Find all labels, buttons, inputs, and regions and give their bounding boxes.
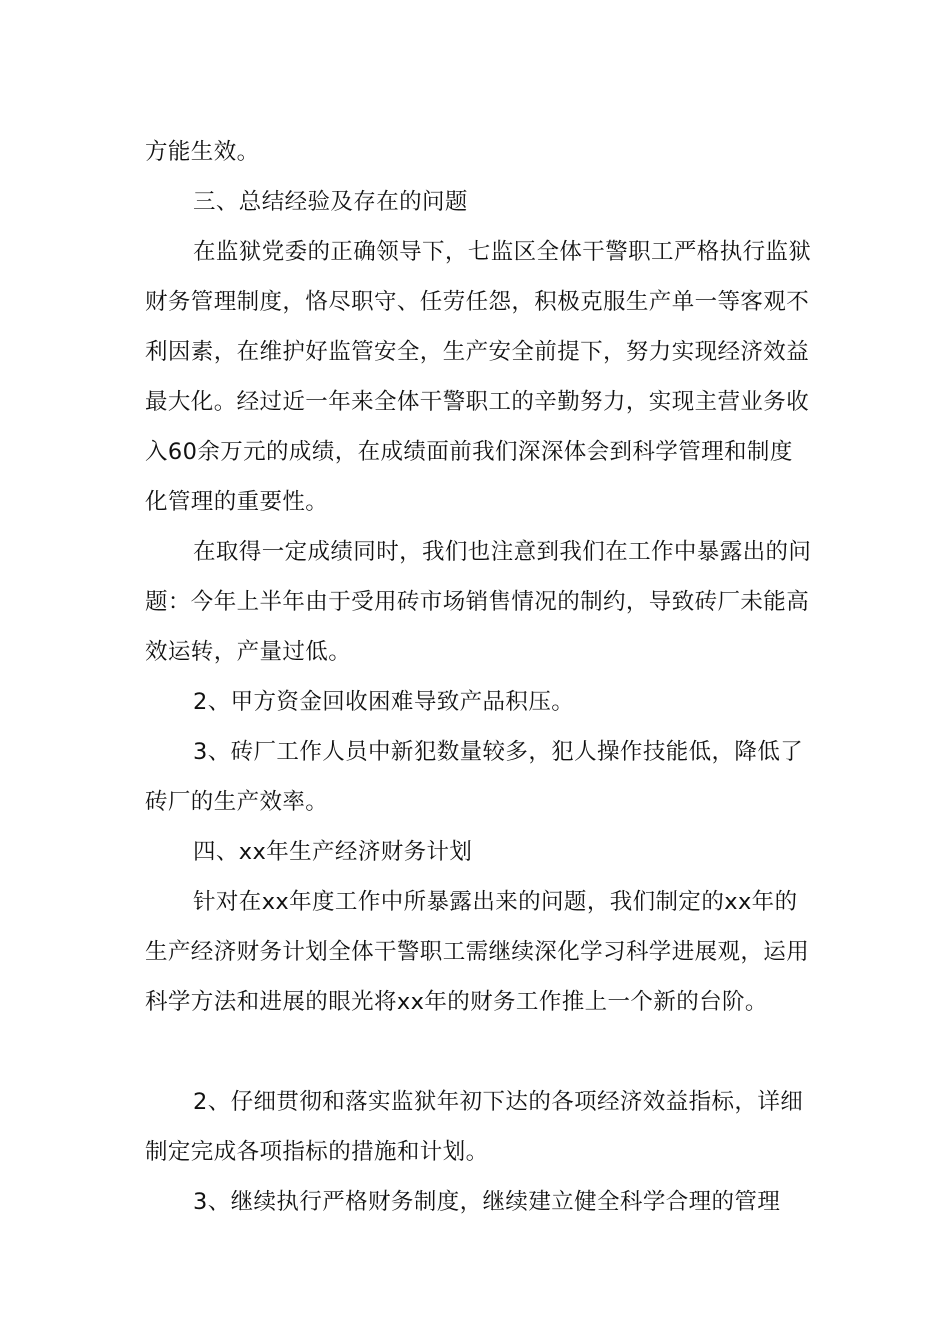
list-item-problem-2: 2、甲方资金回收困难导致产品积压。	[193, 689, 575, 715]
paragraph-problems: 在取得一定成绩同时，我们也注意到我们在工作中暴露出的问题：今年上半年由于受用砖市场销售情况的制约，导致砖厂未能高效运转，产量过低。	[145, 539, 812, 665]
section-heading-four: 四、xx年生产经济财务计划	[193, 839, 473, 865]
paragraph-achievements: 在监狱党委的正确领导下，七监区全体干警职工严格执行监狱财务管理制度，恪尽职守、任劳任怨，积极克服生产单一等客观不利因素，在维护好监管安全，生产安全前提下，努力实现经济效益最大化。经过近一年来全体干警职工的辛勤努力，实现主营业务收入60余万元的成绩，在成绩面前我们深深体会到科学管理和制度化管理的重要性。	[145, 239, 812, 515]
list-item-plan-2: 2、仔细贯彻和落实监狱年初下达的各项经济效益指标，详细制定完成各项指标的措施和计划。	[145, 1089, 804, 1165]
paragraph-continuation: 方能生效。	[145, 139, 260, 165]
section-heading-three: 三、总结经验及存在的问题	[193, 189, 468, 215]
paragraph-plan-intro: 针对在xx年度工作中所暴露出来的问题，我们制定的xx年的生产经济财务计划全体干警职工需继续深化学习科学进展观，运用科学方法和进展的眼光将xx年的财务工作推上一个新的台阶。	[145, 889, 810, 1015]
list-item-plan-3: 3、继续执行严格财务制度，继续建立健全科学合理的管理	[193, 1189, 781, 1215]
list-item-problem-3: 3、砖厂工作人员中新犯数量较多，犯人操作技能低，降低了砖厂的生产效率。	[145, 739, 804, 815]
